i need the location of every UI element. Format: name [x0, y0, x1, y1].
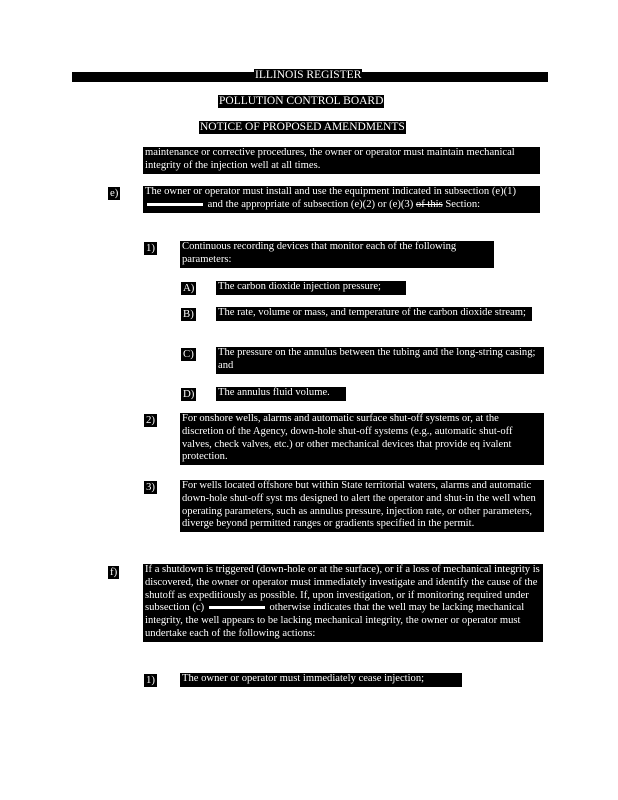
section-f-text-a: If a shutdown is triggered (down-hole or at the surface), or if a loss of mechanical integrity is discovered, the owner or operator must immediately investigate and identify the cause of the shutoff as expeditiously as possible. If, upon investigation, or if monitoring required under subsection (c) [145, 564, 540, 614]
intro-text: maintenance or corrective procedures, the owner or operator must maintain mechanical integrity of the injection well at all times. [145, 147, 515, 171]
item-1c-label: C) [183, 348, 194, 360]
item-f1-label: 1) [146, 674, 155, 686]
item-1a-label: A) [183, 282, 195, 294]
item-1d-text: The annulus fluid volume. [218, 387, 330, 398]
item-1d-label: D) [183, 388, 195, 400]
section-f-text-b: otherwise indicates that the well may be lacking mechanical integrity, the well appears to be lacking mechanical integrity, the owner or operator must undertake each of the following actions: [145, 602, 525, 639]
redaction-mark [209, 606, 265, 609]
item-1-paragraph [180, 241, 494, 268]
intro-paragraph [143, 147, 540, 174]
item-1-label: 1) [146, 242, 155, 254]
item-3-text: For wells located offshore but within State territorial waters, alarms and automatic down-hole shut-off syst ms designed to alert the operator and shut-in the well when operating parameters, such as annulus pressure, injection rate, or other parameters, diverge beyond permitted ranges or gradients specified in the permit. [182, 480, 536, 530]
item-1d-paragraph [216, 387, 346, 401]
section-f-paragraph [143, 564, 543, 642]
section-e-text-c: Section: [445, 198, 481, 210]
item-3-paragraph [180, 480, 544, 532]
section-e-paragraph [143, 186, 540, 213]
item-1b-label: B) [183, 308, 194, 320]
item-1a-paragraph [216, 281, 406, 295]
item-3-label: 3) [146, 481, 155, 493]
section-e-label: e) [110, 187, 119, 199]
section-f-label: f) [110, 566, 118, 578]
item-1c-paragraph [216, 347, 544, 374]
item-1b-paragraph [216, 307, 532, 321]
section-e-struck-text: of this [415, 198, 443, 210]
item-1c-text: The pressure on the annulus between the tubing and the long-string casing; and [218, 347, 536, 371]
board-title: POLLUTION CONTROL BOARD [219, 95, 384, 107]
item-1a-text: The carbon dioxide injection pressure; [218, 281, 381, 292]
section-e-text-a: The owner or operator must install and use the equipment indicated in subsection (e)(1) [145, 186, 516, 197]
item-f1-text: The owner or operator must immediately cease injection; [182, 673, 425, 684]
item-2-label: 2) [146, 414, 155, 426]
redaction-mark [147, 203, 203, 206]
register-title: ILLINOIS REGISTER [255, 69, 362, 81]
item-f1-paragraph [180, 673, 462, 687]
item-1b-text: The rate, volume or mass, and temperature of the carbon dioxide stream; [218, 307, 526, 318]
item-1-text: Continuous recording devices that monitor each of the following parameters: [182, 241, 457, 265]
notice-title: NOTICE OF PROPOSED AMENDMENTS [200, 121, 405, 133]
section-e-text-b: and the appropriate of subsection (e)(2) or (e)(3) [207, 198, 414, 210]
item-2-paragraph [180, 413, 544, 465]
item-2-text: For onshore wells, alarms and automatic surface shut-off systems or, at the discretion of the Agency, down-hole shut-off systems (e.g., automatic shut-off valves, check valves, etc.) or other mechanical devices that provide eq ivalent protection. [182, 413, 513, 463]
